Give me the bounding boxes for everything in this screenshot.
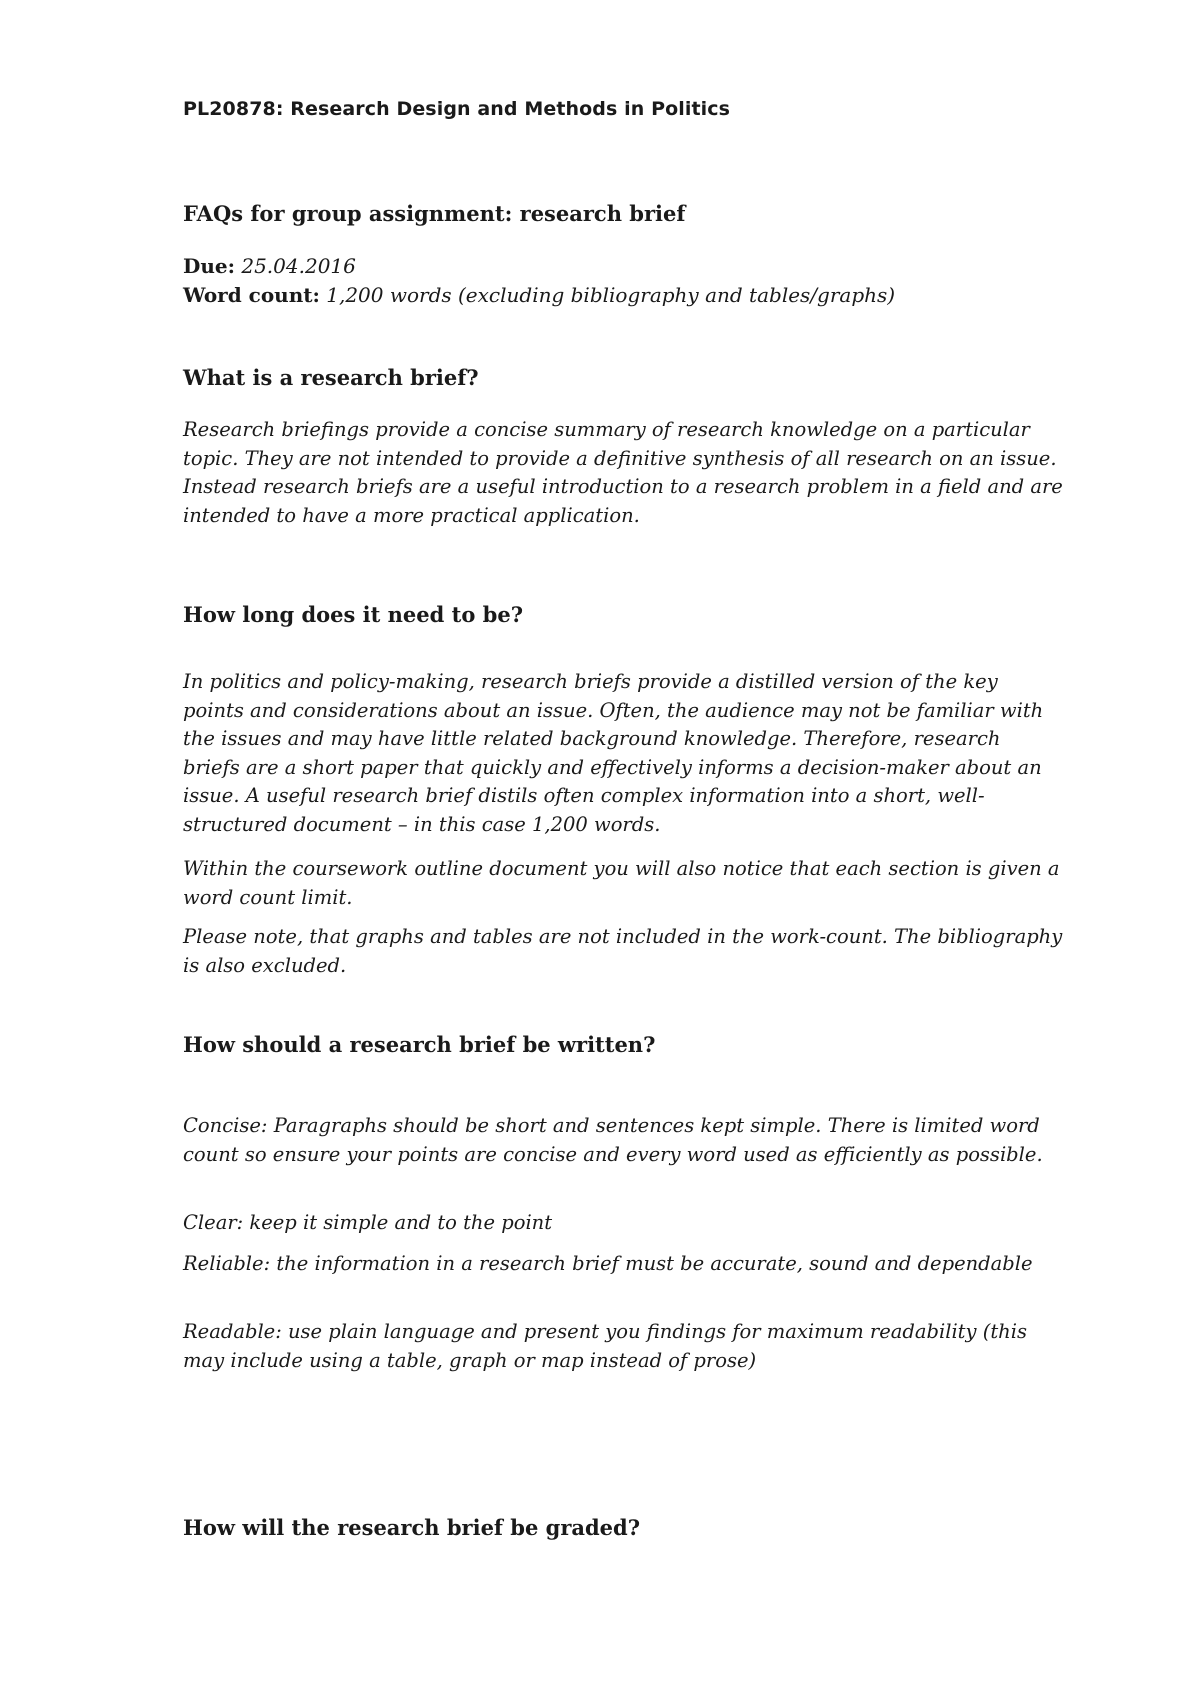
due-value: 25.04.2016	[241, 254, 356, 278]
paragraph: Research briefings provide a concise summary of research knowledge on a particular topic. They are not intended to provide a definitive synthesis of all research on an issue. Instead research briefs are a useful introduction to a research problem in a field and are intended to have a more practical application.	[183, 418, 1063, 527]
word-count-label: Word count:	[183, 283, 320, 307]
section-heading-how-graded: How will the research brief be graded?	[183, 1515, 641, 1540]
word-count-value: 1,200 words (excluding bibliography and tables/graphs)	[326, 283, 896, 307]
paragraph: Within the coursework outline document you will also notice that each section is given a word count limit.	[183, 857, 1060, 909]
section-heading-how-written: How should a research brief be written?	[183, 1032, 656, 1057]
paragraph: Please note, that graphs and tables are not included in the work-count. The bibliography is also excluded.	[183, 925, 1063, 977]
course-title: PL20878: Research Design and Methods in Politics	[183, 98, 731, 120]
paragraph: In politics and policy-making, research briefs provide a distilled version of the key points and considerations about an issue. Often, the audience may not be familiar with the issues and may have little related background knowledge. Therefore, research briefs are a short paper that quickly and effectively informs a decision-maker about an issue. A useful research brief distils often complex information into a short, well-structured document – in this case 1,200 words.	[183, 670, 1044, 836]
word-count-line	[183, 281, 1063, 310]
section-heading-what: What is a research brief?	[183, 365, 479, 390]
paragraph: Concise: Paragraphs should be short and sentences kept simple. There is limited word count so ensure your points are concise and every word used as efficiently as possible.	[183, 1114, 1043, 1166]
paragraph: Readable: use plain language and present you findings for maximum readability (this may include using a table, graph or map instead of prose)	[183, 1320, 1027, 1372]
section-heading-how-long: How long does it need to be?	[183, 602, 524, 627]
due-line	[183, 252, 1063, 281]
paragraph: Reliable: the information in a research brief must be accurate, sound and dependable	[183, 1252, 1033, 1275]
due-label: Due:	[183, 254, 235, 278]
paragraph: Clear: keep it simple and to the point	[183, 1211, 553, 1234]
faq-title: FAQs for group assignment: research brief	[183, 201, 686, 226]
